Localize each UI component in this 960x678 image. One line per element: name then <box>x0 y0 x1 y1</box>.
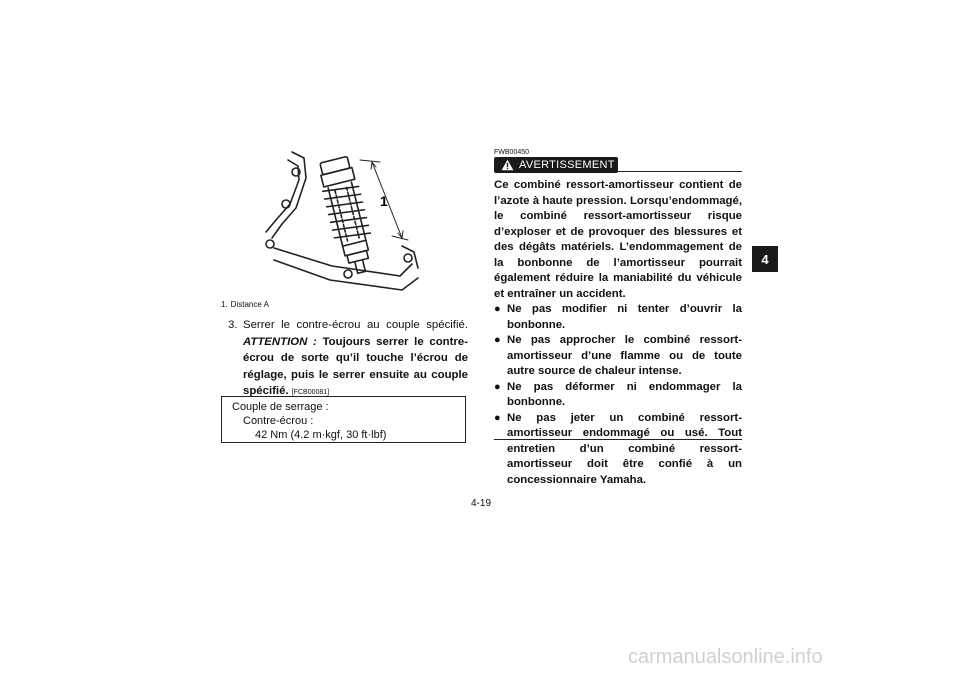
shock-absorber-drawing <box>252 148 422 300</box>
mount-bolt-right <box>404 254 412 262</box>
warning-label: AVERTISSEMENT <box>519 159 615 171</box>
spec-value: 42 Nm (4.2 m·kgf, 30 ft·lbf) <box>255 429 387 441</box>
mount-bolt-mid <box>282 200 290 208</box>
spec-title: Couple de serrage : <box>232 401 329 413</box>
frame-left-outer <box>272 152 306 238</box>
caption-number: 1. <box>221 300 228 309</box>
warning-bullet: ● Ne pas jeter un combiné ressort-amortisseur endommagé ou usé. Tout entretien d’un combiné ressort-amortisseur doit être confié à un concessionnaire Yamaha. <box>494 411 742 486</box>
warning-bullet-list <box>494 302 742 488</box>
step-body <box>243 317 468 402</box>
link-bolt <box>344 270 352 278</box>
caution-code: [FCB00081] <box>291 389 330 396</box>
dimension-ext-bottom <box>392 236 408 240</box>
shock-absorber-illustration <box>252 148 422 300</box>
spring-coils <box>323 183 371 242</box>
attention-label: ATTENTION : <box>243 335 317 348</box>
warning-intro: Ce combiné ressort-amortisseur contient de l’azote à haute pression. Lorsqu’endommagé, le combiné ressort-amortisseur risque d’exploser et de provoquer des blessures et des dégâts matériels. L’endommagement de la bonbonne de l’amortisseur pourrait également réduire la maniabilité du véhicule et entraîner un accident. <box>494 179 742 300</box>
bullet-dot-icon: ● <box>494 303 501 315</box>
frame-left-inner <box>266 160 299 232</box>
warning-bullet: ● Ne pas approcher le combiné ressort-amortisseur d’une flamme ou de toute autre source de chaleur intense. <box>494 334 742 377</box>
warning-ref-code: FWB00450 <box>494 149 530 156</box>
dimension-ext-top <box>360 160 380 162</box>
callout-1: 1 <box>380 193 388 209</box>
page-number: 4-19 <box>471 498 492 509</box>
warning-rule-top <box>618 171 742 172</box>
mount-bolt-low <box>266 240 274 248</box>
caption-text: Distance A <box>230 300 269 309</box>
bullet-dot-icon: ● <box>494 380 501 393</box>
warning-rule-bottom <box>494 439 742 440</box>
warning-bullet: ● Ne pas déformer ni endommager la bonbonne. <box>494 380 742 408</box>
torque-spec-box <box>221 396 466 443</box>
warning-badge <box>494 157 618 173</box>
shock-cap <box>321 168 355 187</box>
swingarm-top <box>274 248 412 276</box>
bullet-dot-icon: ● <box>494 411 501 424</box>
warning-triangle-icon <box>501 159 514 171</box>
step-text: Serrer le contre-écrou au couple spécifié. <box>243 319 468 331</box>
chapter-tab: 4 <box>752 246 778 272</box>
watermark: carmanualsonline.info <box>628 646 823 668</box>
figure-caption <box>221 300 269 309</box>
warning-body <box>494 178 742 488</box>
step-number: 3. <box>228 319 238 331</box>
step-3 <box>228 317 468 402</box>
bullet-dot-icon: ● <box>494 334 501 346</box>
spec-item: Contre-écrou : <box>243 415 314 427</box>
locknut <box>347 251 368 264</box>
warning-bullet: ● Ne pas modifier ni tenter d’ouvrir la bonbonne. <box>494 303 742 331</box>
attention-text: Toujours serrer le contre-écrou de sorte qu’il touche l’écrou de réglage, puis le serrer ensuite au couple spécifié. <box>243 335 468 397</box>
